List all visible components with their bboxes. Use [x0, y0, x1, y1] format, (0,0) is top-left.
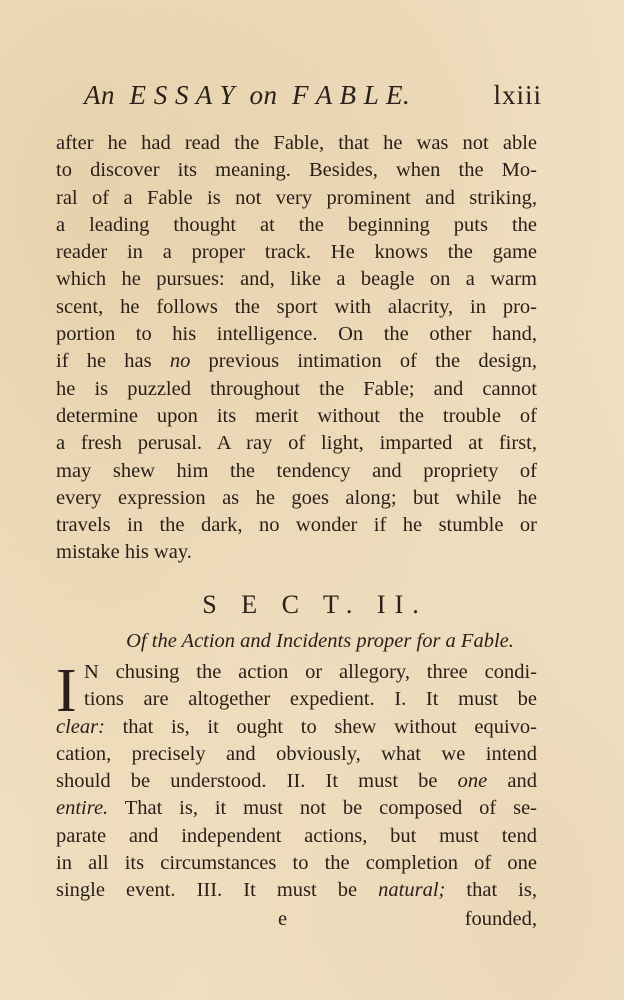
text-line: determine upon its merit without the trouble of	[56, 404, 537, 427]
running-title: An E S S A Y on F A B L E.	[84, 80, 411, 110]
text-line: in all its circumstances to the completion of one	[56, 852, 537, 875]
italic-term-entire: entire.	[56, 797, 109, 820]
text-line: which he pursues: and, like a beagle on a warm	[56, 268, 537, 291]
running-header	[84, 80, 542, 116]
catchword: founded,	[464, 908, 537, 930]
section-heading: S E C T. II.	[202, 590, 428, 619]
paragraph-continued	[56, 130, 537, 567]
text-line-with-italic: if he has no previous intimation of the design,	[56, 350, 538, 373]
text-line: mistake his way.	[56, 541, 192, 564]
text-line-with-italic	[56, 877, 537, 904]
text-line: may shew him the tendency and propriety of	[56, 459, 537, 482]
text-line: a leading thought at the beginning puts the	[56, 213, 537, 236]
text-line: cation, precisely and obviously, what we intend	[56, 742, 537, 765]
italic-term-one: one	[457, 770, 488, 793]
signature-mark: e	[278, 908, 288, 930]
italic-term-natural: natural;	[378, 879, 446, 902]
text-line: after he had read the Fable, that he was not able	[56, 132, 537, 154]
page-footer	[56, 908, 537, 936]
text-line-with-italic	[56, 795, 537, 822]
line-end: and	[487, 770, 537, 793]
paragraph-section-two	[56, 659, 537, 905]
drop-cap: I	[56, 657, 77, 725]
text-line: ral of a Fable is not very prominent and striking,	[56, 186, 537, 209]
text-line: parate and independent actions, but must tend	[56, 824, 537, 847]
text-line: portion to his intelligence. On the other hand,	[56, 323, 537, 346]
italic-word: no	[169, 350, 191, 373]
text-line: he is puzzled throughout the Fable; and cannot	[56, 377, 537, 400]
text-line: scent, he follows the sport with alacrity, in pro-	[56, 295, 537, 318]
text-line: tions are altogether expedient. I. It must be	[84, 688, 537, 711]
line-start: should be understood. II. It must be	[56, 770, 458, 793]
text-line: N chusing the action or allegory, three condi-	[84, 661, 537, 683]
text-line: to discover its meaning. Besides, when the Mo-	[56, 159, 537, 182]
line-rest: That is, it must not be composed of se-	[108, 797, 537, 820]
text-line: a fresh perusal. A ray of light, imparted at first,	[56, 432, 537, 455]
text-line-with-italic	[56, 768, 537, 795]
line-start: single event. III. It must be	[56, 879, 379, 902]
italic-term-clear: clear:	[56, 715, 105, 738]
text-line-with-italic	[56, 714, 537, 741]
page-number: lxiii	[493, 80, 542, 110]
line-rest: that is, it ought to shew without equivo-	[104, 715, 537, 738]
section-subtitle: Of the Action and Incidents proper for a Fable.	[126, 630, 514, 652]
line-end: that is,	[445, 879, 537, 902]
text-line: travels in the dark, no wonder if he stumble or	[56, 514, 537, 537]
text-line: every expression as he goes along; but while he	[56, 486, 537, 509]
text-line: reader in a proper track. He knows the game	[56, 241, 537, 264]
